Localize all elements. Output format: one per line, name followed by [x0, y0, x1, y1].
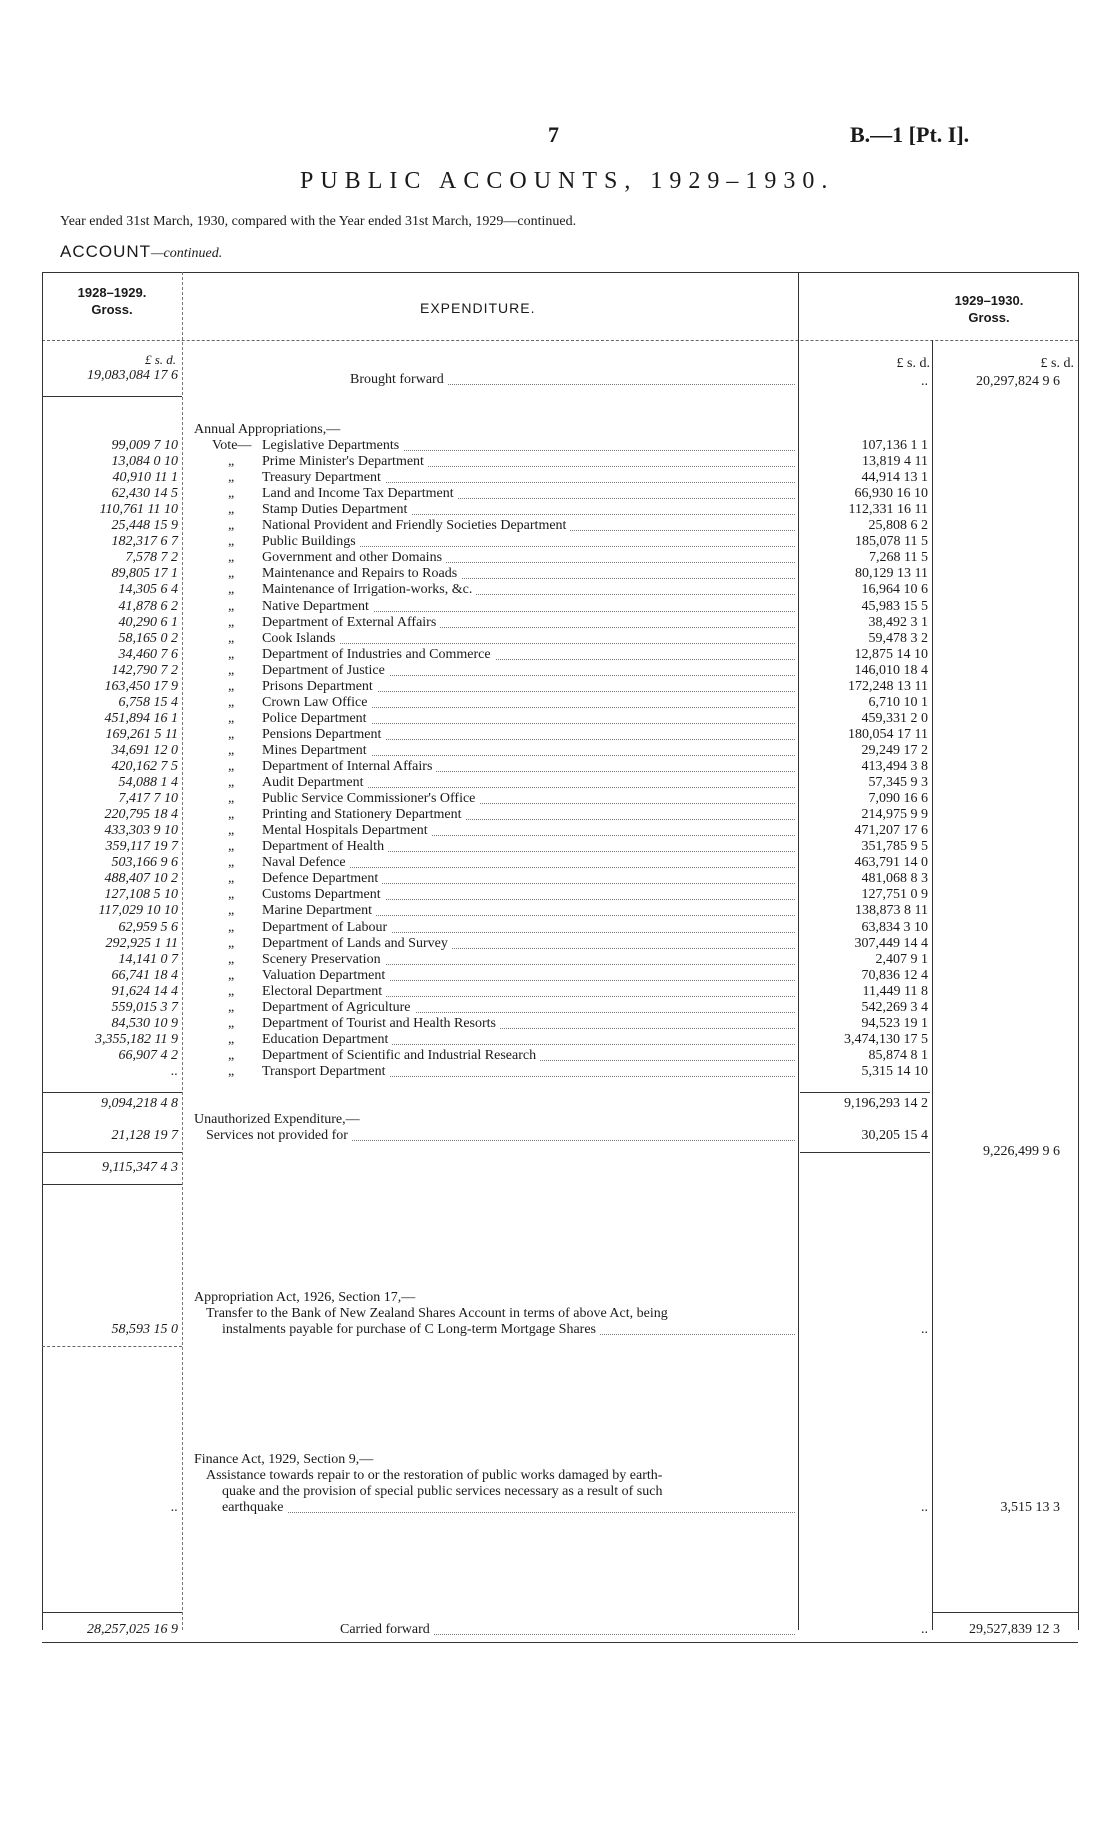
brought-forward-gross: 20,297,824 9 6 [976, 374, 1060, 389]
vote-prefix: „ [228, 566, 235, 581]
vote-prefix: „ [228, 615, 235, 630]
vote-row [262, 470, 795, 486]
vote-prev-amount: 142,790 7 2 [111, 663, 178, 678]
vote-prev-amount: 433,303 9 10 [104, 823, 178, 838]
document-reference: B.—1 [Pt. I]. [850, 122, 970, 147]
vote-row [262, 534, 795, 550]
vote-prev-amount: 163,450 17 9 [104, 679, 178, 694]
rule [42, 1612, 182, 1613]
vote-label: Transport Department [262, 1064, 390, 1079]
vote-label: Maintenance of Irrigation-works, &c. [262, 582, 476, 597]
unauthorized-prev-total: 9,115,347 4 3 [102, 1160, 178, 1175]
carried-forward-label: Carried forward [340, 1622, 434, 1637]
vote-row [262, 1048, 795, 1064]
finance-act-line1: Assistance towards repair to or the restoration of public works damaged by earth- [206, 1468, 663, 1483]
vote-label: Naval Defence [262, 855, 350, 870]
vote-prev-amount: 40,910 11 1 [112, 470, 178, 485]
vote-prefix: „ [228, 775, 235, 790]
vote-prev-amount: 40,290 6 1 [118, 615, 178, 630]
vote-amount: 44,914 13 1 [861, 470, 928, 485]
vote-amount: 70,836 12 4 [861, 968, 928, 983]
vote-prev-amount: 34,691 12 0 [111, 743, 178, 758]
vote-label: Native Department [262, 599, 373, 614]
vote-amount: 66,930 16 10 [854, 486, 928, 501]
vote-row [262, 791, 795, 807]
vote-amount: 7,090 16 6 [868, 791, 928, 806]
vote-row [262, 438, 795, 454]
vote-prefix: „ [228, 1048, 235, 1063]
vote-prefix: „ [228, 727, 235, 742]
vote-prefix: „ [228, 791, 235, 806]
vote-label: Legislative Departments [262, 438, 403, 453]
curr-year-label: 1929–1930. [954, 293, 1024, 308]
vote-prefix: „ [228, 887, 235, 902]
vote-prefix: „ [228, 936, 235, 951]
vote-row [262, 1000, 795, 1016]
vote-prefix: „ [228, 807, 235, 822]
unauthorized-gross: 9,226,499 9 6 [983, 1144, 1060, 1159]
vote-prev-amount: 54,088 1 4 [118, 775, 178, 790]
vote-prefix: Vote— [212, 438, 252, 453]
vote-row [262, 454, 795, 470]
vote-label: Maintenance and Repairs to Roads [262, 566, 461, 581]
vote-prev-amount: 110,761 11 10 [99, 502, 178, 517]
vote-row [262, 952, 795, 968]
vote-prev-amount: 66,741 18 4 [111, 968, 178, 983]
vote-prefix: „ [228, 984, 235, 999]
vote-prev-amount: 84,530 10 9 [111, 1016, 178, 1031]
finance-act-line3: earthquake [222, 1500, 287, 1515]
vote-amount: 57,345 9 3 [868, 775, 928, 790]
vote-prefix: „ [228, 502, 235, 517]
table-header-rule [42, 340, 1078, 341]
vote-amount: 45,983 15 5 [861, 599, 928, 614]
vote-label: Valuation Department [262, 968, 389, 983]
vote-amount: 25,808 6 2 [868, 518, 928, 533]
vote-prev-amount: 488,407 10 2 [104, 871, 178, 886]
vote-row [262, 984, 795, 1000]
finance-act-row [222, 1500, 795, 1516]
vote-prev-amount: .. [171, 1064, 178, 1079]
vote-label: Electoral Department [262, 984, 386, 999]
vote-row [262, 903, 795, 919]
vote-amount: 307,449 14 4 [854, 936, 928, 951]
vote-prefix: „ [228, 534, 235, 549]
col-rule-3 [932, 340, 933, 1630]
units-gross: £ s. d. [1040, 356, 1074, 371]
vote-row [262, 936, 795, 952]
vote-label: Department of Lands and Survey [262, 936, 452, 951]
unauthorized-prev: 21,128 19 7 [111, 1128, 178, 1143]
appropriation-act-heading: Appropriation Act, 1926, Section 17,— [194, 1290, 416, 1305]
carried-forward-gross: 29,527,839 12 3 [969, 1622, 1060, 1637]
vote-label: Department of Tourist and Health Resorts [262, 1016, 500, 1031]
vote-amount: 351,785 9 5 [861, 839, 928, 854]
appropriation-act-row [222, 1322, 795, 1338]
vote-amount: 127,751 0 9 [861, 887, 928, 902]
vote-label: Mental Hospitals Department [262, 823, 432, 838]
vote-prefix: „ [228, 1064, 235, 1079]
rule [932, 1612, 1078, 1613]
vote-prefix: „ [228, 823, 235, 838]
vote-row [262, 615, 795, 631]
vote-prefix: „ [228, 855, 235, 870]
vote-prev-amount: 58,165 0 2 [118, 631, 178, 646]
vote-amount: 481,068 8 3 [861, 871, 928, 886]
vote-prev-amount: 14,305 6 4 [118, 582, 178, 597]
vote-label: Public Service Commissioner's Office [262, 791, 479, 806]
vote-prev-amount: 6,758 15 4 [118, 695, 178, 710]
vote-prev-amount: 25,448 15 9 [111, 518, 178, 533]
vote-prev-amount: 559,015 3 7 [111, 1000, 178, 1015]
unauthorized-heading: Unauthorized Expenditure,— [194, 1112, 360, 1127]
vote-label: Stamp Duties Department [262, 502, 411, 517]
votes-total-prev: 9,094,218 4 8 [101, 1096, 178, 1111]
vote-prefix: „ [228, 470, 235, 485]
vote-amount: 38,492 3 1 [868, 615, 928, 630]
vote-amount: 185,078 11 5 [855, 534, 928, 549]
vote-row [262, 582, 795, 598]
vote-prefix: „ [228, 1016, 235, 1031]
vote-label: Prime Minister's Department [262, 454, 428, 469]
vote-label: Department of Health [262, 839, 388, 854]
table-right-rule [1078, 272, 1079, 1630]
finance-act-gross: 3,515 13 3 [1000, 1500, 1060, 1515]
vote-prefix: „ [228, 679, 235, 694]
vote-prefix: „ [228, 1000, 235, 1015]
vote-row [262, 679, 795, 695]
vote-row [262, 855, 795, 871]
vote-amount: 16,964 10 6 [861, 582, 928, 597]
page-number: 7 [548, 122, 559, 147]
leader-dots [262, 643, 795, 644]
vote-label: Treasury Department [262, 470, 385, 485]
vote-row [262, 1016, 795, 1032]
vote-row [262, 775, 795, 791]
carried-forward-prev: 28,257,025 16 9 [87, 1622, 178, 1637]
vote-prefix: „ [228, 743, 235, 758]
vote-amount: 112,331 16 11 [848, 502, 928, 517]
unauthorized-amount: 30,205 15 4 [861, 1128, 928, 1143]
vote-prefix: „ [228, 695, 235, 710]
rule [42, 1092, 182, 1093]
vote-row [262, 1064, 795, 1080]
prev-year-label: 1928–1929. [77, 285, 147, 300]
vote-amount: 29,249 17 2 [861, 743, 928, 758]
vote-amount: 80,129 13 11 [855, 566, 928, 581]
vote-prev-amount: 359,117 19 7 [105, 839, 178, 854]
finance-act-amount: .. [921, 1500, 928, 1515]
units-amount: £ s. d. [896, 356, 930, 371]
vote-row [262, 566, 795, 582]
account-label: ACCOUNT [60, 242, 152, 261]
vote-row [262, 599, 795, 615]
vote-label: Department of Agriculture [262, 1000, 415, 1015]
vote-prev-amount: 169,261 5 11 [105, 727, 178, 742]
vote-label: Department of Justice [262, 663, 389, 678]
vote-label: Public Buildings [262, 534, 360, 549]
unauthorized-label: Services not provided for [206, 1128, 352, 1143]
vote-prefix: „ [228, 952, 235, 967]
brought-forward-prev: 19,083,084 17 6 [87, 368, 178, 383]
vote-prev-amount: 182,317 6 7 [111, 534, 178, 549]
vote-label: Crown Law Office [262, 695, 372, 710]
vote-prev-amount: 14,141 0 7 [118, 952, 178, 967]
vote-prefix: „ [228, 711, 235, 726]
page-subtitle: Year ended 31st March, 1930, compared with the Year ended 31st March, 1929—continued. [60, 214, 577, 229]
finance-act-prev: .. [171, 1500, 178, 1515]
vote-label: Scenery Preservation [262, 952, 385, 967]
vote-prev-amount: 220,795 18 4 [104, 807, 178, 822]
vote-amount: 138,873 8 11 [855, 903, 928, 918]
vote-row [262, 695, 795, 711]
rule [800, 1152, 930, 1153]
vote-row [262, 647, 795, 663]
prev-year-header [42, 284, 182, 318]
vote-prefix: „ [228, 759, 235, 774]
vote-label: Printing and Stationery Department [262, 807, 465, 822]
vote-label: Mines Department [262, 743, 371, 758]
vote-row [262, 871, 795, 887]
vote-label: Marine Department [262, 903, 376, 918]
vote-prefix: „ [228, 599, 235, 614]
vote-amount: 3,474,130 17 5 [844, 1032, 928, 1047]
vote-amount: 214,975 9 9 [861, 807, 928, 822]
vote-row [262, 920, 795, 936]
vote-label: Defence Department [262, 871, 382, 886]
col-rule-2 [798, 272, 799, 1630]
vote-label: Prisons Department [262, 679, 377, 694]
vote-prefix: „ [228, 871, 235, 886]
vote-amount: 172,248 13 11 [848, 679, 928, 694]
vote-prev-amount: 451,894 16 1 [104, 711, 178, 726]
vote-row [262, 711, 795, 727]
vote-prefix: „ [228, 903, 235, 918]
appropriation-act-line1: Transfer to the Bank of New Zealand Shares Account in terms of above Act, being [206, 1306, 668, 1321]
expenditure-header: EXPENDITURE. [420, 300, 536, 316]
vote-prefix: „ [228, 920, 235, 935]
vote-label: Department of Scientific and Industrial Research [262, 1048, 540, 1063]
vote-prefix: „ [228, 582, 235, 597]
vote-row [262, 1032, 795, 1048]
vote-prev-amount: 3,355,182 11 9 [95, 1032, 178, 1047]
vote-amount: 413,494 3 8 [861, 759, 928, 774]
prev-gross-label: Gross. [91, 302, 133, 317]
vote-prev-amount: 41,878 6 2 [118, 599, 178, 614]
vote-prev-amount: 91,624 14 4 [111, 984, 178, 999]
vote-prev-amount: 7,578 7 2 [125, 550, 178, 565]
votes-total-amount: 9,196,293 14 2 [844, 1096, 928, 1111]
vote-prefix: „ [228, 663, 235, 678]
appropriation-act-line2: instalments payable for purchase of C Long-term Mortgage Shares [222, 1322, 600, 1337]
vote-label: Land and Income Tax Department [262, 486, 458, 501]
vote-label: Education Department [262, 1032, 392, 1047]
table-bottom-rule [42, 1642, 1078, 1643]
vote-prefix: „ [228, 486, 235, 501]
vote-label: Department of Internal Affairs [262, 759, 436, 774]
vote-prev-amount: 7,417 7 10 [118, 791, 178, 806]
leader-dots [222, 1512, 795, 1513]
vote-amount: 6,710 10 1 [868, 695, 928, 710]
brought-forward-amount: .. [921, 374, 928, 389]
vote-amount: 94,523 19 1 [861, 1016, 928, 1031]
units-prev: £ s. d. [144, 352, 176, 367]
vote-amount: 107,136 1 1 [861, 438, 928, 453]
vote-row [262, 502, 795, 518]
vote-label: Government and other Domains [262, 550, 446, 565]
vote-prefix: „ [228, 1032, 235, 1047]
vote-row [262, 968, 795, 984]
brought-forward-label: Brought forward [350, 372, 448, 387]
rule [42, 1346, 182, 1347]
appropriation-act-prev: 58,593 15 0 [111, 1322, 178, 1337]
vote-amount: 85,874 8 1 [868, 1048, 928, 1063]
annual-appropriations-heading: Annual Appropriations,— [194, 422, 341, 437]
page-title: PUBLIC ACCOUNTS, 1929–1930. [300, 168, 835, 194]
vote-amount: 146,010 18 4 [854, 663, 928, 678]
vote-prefix: „ [228, 631, 235, 646]
vote-row [262, 631, 795, 647]
vote-row [262, 550, 795, 566]
vote-prev-amount: 117,029 10 10 [98, 903, 178, 918]
vote-label: Cook Islands [262, 631, 340, 646]
vote-prev-amount: 503,166 9 6 [111, 855, 178, 870]
vote-amount: 12,875 14 10 [854, 647, 928, 662]
vote-prev-amount: 62,959 5 6 [118, 920, 178, 935]
vote-label: Pensions Department [262, 727, 385, 742]
vote-amount: 471,207 17 6 [854, 823, 928, 838]
rule [800, 1092, 930, 1093]
vote-prefix: „ [228, 550, 235, 565]
rule [42, 1152, 182, 1153]
vote-label: Customs Department [262, 887, 385, 902]
carried-forward-amount: .. [921, 1622, 928, 1637]
table-top-rule [42, 272, 1078, 273]
vote-amount: 63,834 3 10 [861, 920, 928, 935]
vote-label: Police Department [262, 711, 371, 726]
curr-year-header [900, 292, 1078, 326]
vote-prev-amount: 420,162 7 5 [111, 759, 178, 774]
vote-amount: 7,268 11 5 [869, 550, 928, 565]
rule [42, 1184, 182, 1185]
vote-row [262, 887, 795, 903]
vote-amount: 463,791 14 0 [854, 855, 928, 870]
vote-row [262, 727, 795, 743]
vote-label: Department of Labour [262, 920, 391, 935]
vote-label: Department of External Affairs [262, 615, 440, 630]
brought-forward-row [350, 372, 795, 388]
vote-prev-amount: 99,009 7 10 [111, 438, 178, 453]
vote-amount: 5,315 14 10 [861, 1064, 928, 1079]
vote-amount: 2,407 9 1 [875, 952, 928, 967]
vote-prefix: „ [228, 968, 235, 983]
curr-gross-label: Gross. [968, 310, 1010, 325]
vote-row [262, 839, 795, 855]
account-heading [60, 242, 222, 262]
vote-row [262, 663, 795, 679]
vote-prefix: „ [228, 647, 235, 662]
vote-row [262, 518, 795, 534]
vote-prefix: „ [228, 518, 235, 533]
vote-row [262, 743, 795, 759]
vote-amount: 11,449 11 8 [862, 984, 928, 999]
rule [42, 396, 182, 397]
vote-amount: 13,819 4 11 [862, 454, 928, 469]
finance-act-line2: quake and the provision of special public services necessary as a result of such [222, 1484, 663, 1499]
vote-amount: 542,269 3 4 [861, 1000, 928, 1015]
vote-label: Audit Department [262, 775, 367, 790]
finance-act-heading: Finance Act, 1929, Section 9,— [194, 1452, 374, 1467]
vote-label: Department of Industries and Commerce [262, 647, 495, 662]
carried-forward-row [340, 1622, 795, 1638]
vote-row [262, 807, 795, 823]
vote-prev-amount: 292,925 1 11 [105, 936, 178, 951]
vote-prev-amount: 89,805 17 1 [111, 566, 178, 581]
vote-prev-amount: 13,084 0 10 [111, 454, 178, 469]
col-rule-1 [182, 272, 183, 1630]
vote-prev-amount: 127,108 5 10 [104, 887, 178, 902]
vote-prefix: „ [228, 454, 235, 469]
vote-prev-amount: 62,430 14 5 [111, 486, 178, 501]
vote-amount: 459,331 2 0 [861, 711, 928, 726]
vote-amount: 180,054 17 11 [848, 727, 928, 742]
vote-label: National Provident and Friendly Societies Department [262, 518, 570, 533]
unauthorized-row [206, 1128, 795, 1144]
vote-prefix: „ [228, 839, 235, 854]
vote-row [262, 486, 795, 502]
vote-row [262, 759, 795, 775]
vote-prev-amount: 34,460 7 6 [118, 647, 178, 662]
vote-row [262, 823, 795, 839]
appropriation-act-amount: .. [921, 1322, 928, 1337]
account-suffix: —continued. [151, 246, 223, 261]
vote-amount: 59,478 3 2 [868, 631, 928, 646]
vote-prev-amount: 66,907 4 2 [118, 1048, 178, 1063]
